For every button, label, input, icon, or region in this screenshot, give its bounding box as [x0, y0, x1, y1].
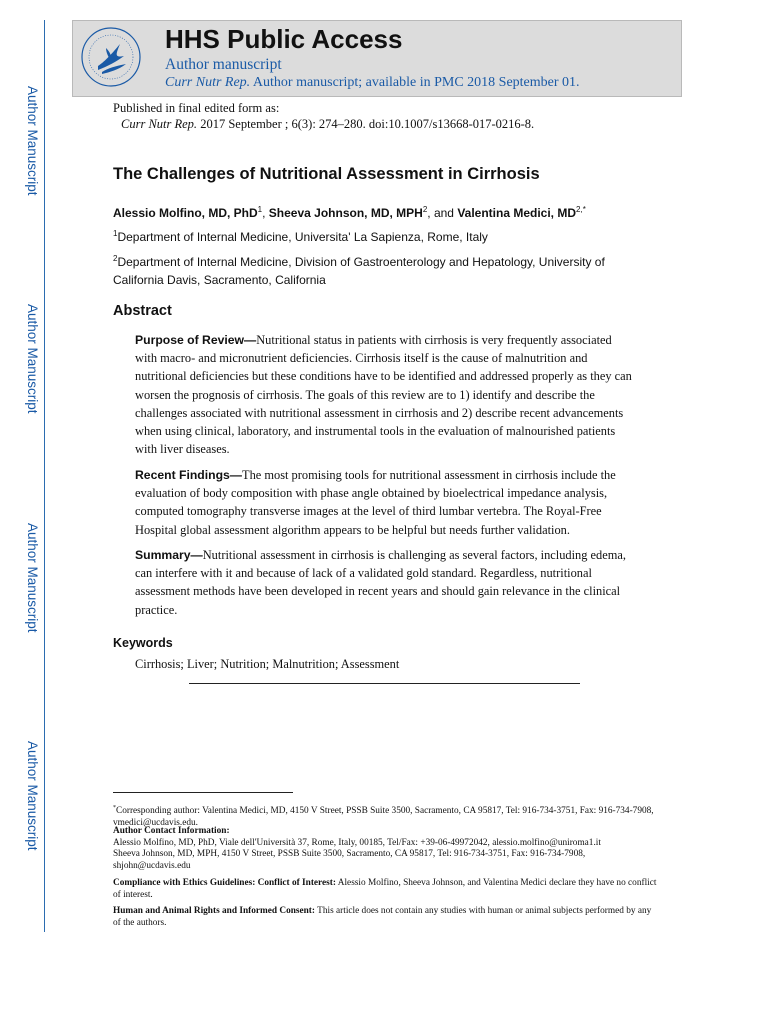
corresponding-author-note: *Corresponding author: Valentina Medici, MD, 4150 V Street, PSSB Suite 3500, Sacramento, CA 95817, Tel: 916-734-3751, Fax: 916-734-7908, vmedici@ucdavis.edu.	[113, 805, 654, 828]
abstract-findings: Recent Findings—The most promising tools for nutritional assessment in cirrhosis include the evaluation of body composition with phase angle obtained by bioelectrical impedance analysis, computed tomography transverse images at the level of third lumbar vertebra. The Royal-Free Hospital global assessment algorithm appears to be helpful but needs further validation.	[135, 468, 616, 537]
header-subtitle: Author manuscript	[165, 56, 282, 73]
header-availability: Curr Nutr Rep. Author manuscript; available in PMC 2018 September 01.	[165, 75, 580, 90]
author-name: Valentina Medici, MD	[457, 206, 577, 220]
separator-rule	[189, 683, 580, 684]
abstract-purpose: Purpose of Review—Nutritional status in patients with cirrhosis is very frequently associated with macro- and micronutrient deficiencies. Cirrhosis itself is the cause of malnutrition and nutritional deficiencies but these conditions have to be identified and addressed properly as they can worsen the prognosis of cirrhosis. The goals of this review are to 1) identify and describe the challenges associated with nutritional assessment in cirrhosis and 2) describe recent advancements when using clinical, laboratory, and instrumental tools in the evaluation of malnourished patients with liver diseases.	[135, 333, 632, 457]
abstract-summary: Summary—Nutritional assessment in cirrhosis is challenging as several factors, including edema, can interfere with it and because of lack of a validated gold standard. Regardless, nutritional assessment methods have been developed in recent years and should gain relevance in the clinical practice.	[135, 548, 626, 617]
footnote-rule	[113, 792, 293, 793]
abstract-heading: Abstract	[113, 303, 172, 319]
affiliation: $^1$Department of Internal Medicine, Universita' La Sapienza, Rome, Italy	[113, 229, 488, 244]
affiliation: $^2$Department of Internal Medicine, Division of Gastroenterology and Hepatology, University of California Davis, Sacramento, California	[113, 254, 605, 287]
author-contact-info: Author Contact Information: Alessio Molfino, MD, PhD, Viale dell'Università 37, Rome, Italy, 00185, Tel/Fax: +39-06-49972042, alessio.molfino@uniroma1.it Sheeva Johnson, MD, MPH, 4150 V Street, PSSB Suite 3500, Sacramento, CA 95817, Tel: 916-734-3751, Fax: 916-734-7908, shjohn@ucdavis.edu	[113, 826, 601, 871]
author-name: Sheeva Johnson, MD, MPH	[268, 206, 423, 220]
author-name: Alessio Molfino, MD, PhD	[113, 206, 258, 220]
sidebar-rule	[44, 20, 45, 932]
hhs-eagle-logo-icon	[80, 26, 142, 88]
consent-statement: Human and Animal Rights and Informed Consent: This article does not contain any studies with human or animal subjects performed by any of the authors.	[113, 906, 652, 928]
header-title: HHS Public Access	[165, 24, 403, 54]
keywords-heading: Keywords	[113, 636, 173, 650]
author-list: Alessio Molfino, MD, PhD$^1$, Sheeva Johnson, MD, MPH$^2$, and Valentina Medici, $MD^{2,*}$	[113, 205, 586, 220]
publication-info: Published in final edited form as: Curr Nutr Rep. 2017 September ; 6(3): 274–280. doi:10.1007/s13668-017-0216-8.	[113, 101, 535, 131]
article-title: The Challenges of Nutritional Assessment in Cirrhosis	[113, 165, 540, 183]
keywords-list: Cirrhosis; Liver; Nutrition; Malnutrition; Assessment	[135, 657, 400, 671]
ethics-statement: Compliance with Ethics Guidelines: Conflict of Interest: Alessio Molfino, Sheeva Johnson, and Valentina Medici declare they have no conflict of interest.	[113, 878, 657, 900]
